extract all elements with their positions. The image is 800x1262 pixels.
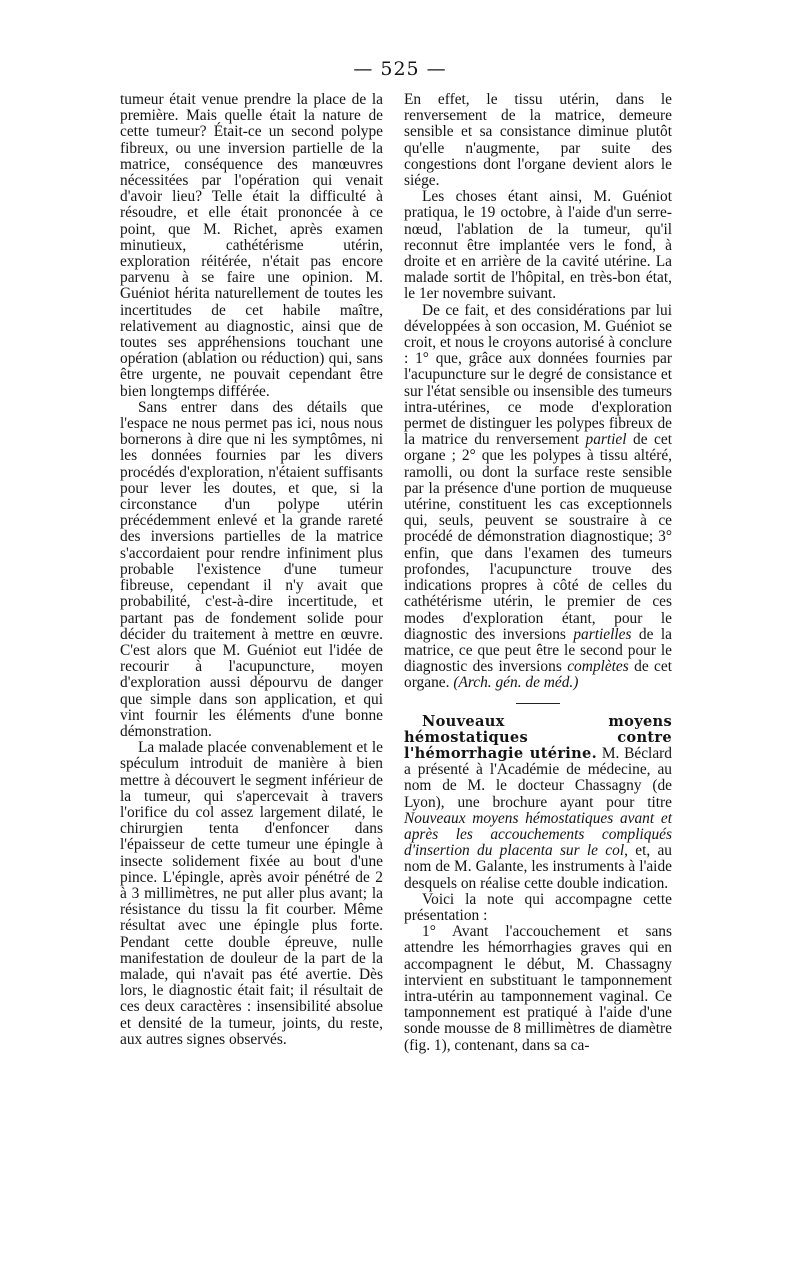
section-divider <box>516 703 560 704</box>
right-column <box>404 92 672 1054</box>
presentation-text: M. Béclard a présenté à l'Académie de médecine, au nom de M. le docteur Chassagny (de Lyon), une brochure ayant pour titre <box>404 744 672 811</box>
left-paragraph-3: La malade placée convenablement et le spéculum introduit de manière à bien mettre à découvert le segment inférieur de la tumeur, qui s'apercevait à travers l'orifice du col assez largement dilaté, le chirurgien tenta d'enfoncer dans l'épaisseur de cette tumeur une épingle à insecte solidement fixée au bout d'une pince. L'épingle, après avoir pénétré de 2 à 3 millimètres, ne put aller plus avant; la résistance du tissu la fit courber. Même résultat avec une épingle plus forte. Pendant cette double épreuve, nulle manifestation de douleur de la part de la malade, qui n'avait pas été avertie. Dès lors, le diagnostic était fait; il résultait de ces deux caractères : insensibilité absolue et densité de la tumeur, joints, du reste, aux autres signes observés. <box>120 739 383 1048</box>
conclusion-text-2: de cet organe ; 2° que les polypes à tissu altéré, ramolli, ou dont la surface reste sensible par la présence d'une portion de muqueuse utérine, constituent les cas exceptionnels qui, seuls, peuvent se soustraire à ce procédé de démonstration diagnostique; 3° enfin, que dans l'examen des tumeurs profondes, l'acupuncture trouve des indications propres à côté de celles du cathétérisme utérin, le premier de ces modes d'exploration étant, pour le diagnostic des inversions <box>404 431 672 643</box>
presentation-text-2: , et, au nom de M. Galante, les instruments à l'aide desquels on réalise cette double indication. <box>404 842 673 892</box>
right-paragraph-4 <box>404 714 672 892</box>
conclusion-text: De ce fait, et des considérations par lui développées à son occasion, M. Guéniot se croit, et nous le croyons autorisé à conclure : 1° que, grâce aux données fournies par l'acupuncture sur le degré de consistance et sur l'état sensible ou insensible des tumeurs intra-utérines, ce mode d'exploration permet de distinguer les polypes fibreux de la matrice du renversement <box>404 301 672 449</box>
italic-completes: complètes <box>567 658 629 676</box>
right-paragraph-2: Les choses étant ainsi, M. Guéniot pratiqua, le 19 octobre, à l'aide d'un serre-nœud, l'ablation de la tumeur, qu'il reconnut être implantée vers le fond, à droite et en arrière de la cavité utérine. La malade sortit de l'hôpital, en très-bon état, le 1er novembre suivant. <box>404 188 672 303</box>
left-column <box>120 92 383 1048</box>
left-paragraph-1: tumeur était venue prendre la place de la première. Mais quelle était la nature de cette tumeur? Était-ce un second polype fibreux, ou une inversion partielle de la matrice, conséquence des manœuvres nécessitées par l'opération qui venait d'avoir lieu? Telle était la difficulté à résoudre, et elle était prononcée à ce point, que M. Richet, après examen minutieux, cathétérisme utérin, exploration réitérée, n'était pas encore parvenu à se faire une opinion. M. Guéniot hérita naturellement de toutes les incertitudes de cet habile maître, relativement au diagnostic, ainsi que de toutes ses appréhensions touchant une opération (ablation ou réduction) qui, sans être urgente, ne pouvait cependant être bien longtemps différée. <box>120 91 383 400</box>
italic-partiel: partiel <box>585 431 627 449</box>
right-paragraph-6: 1° Avant l'accouchement et sans attendre les hémorrhagies graves qui en accompagnent le début, M. Chassagny intervient en substituant le tamponnement intra-utérin au tamponnement vaginal. Ce tamponnement est pratiqué à l'aide d'une sonde mousse de 8 millimètres de diamètre (fig. 1), contenant, dans sa ca- <box>404 923 672 1054</box>
section-heading: Nouveaux moyens hémostatiques contre l'hémorrhagie utérine. <box>404 712 672 762</box>
conclusion-text-3: de la matrice, ce que peut être le second pour le diagnostic des inversions <box>404 625 672 676</box>
italic-partielles: partielles <box>573 625 632 643</box>
conclusion-text-4: de cet organe. <box>404 658 672 692</box>
left-paragraph-2: Sans entrer dans des détails que l'espace ne nous permet pas ici, nous nous bornerons à dire que ni les symptômes, ni les données fournies par les divers procédés d'exploration, n'étaient suffisants pour lever les doutes, et que, si la circonstance d'un polype utérin précédemment enlevé et la grande rareté des inversions partielles de la matrice s'accordaient pour rendre infiniment plus probable l'existence d'une tumeur fibreuse, cependant il n'y avait que probabilité, c'est-à-dire incertitude, et partant pas de fondement solide pour décider du traitement à mettre en œuvre. C'est alors que M. Guéniot eut l'idée de recourir à l'acupuncture, moyen d'exploration aussi dépourvu de danger que simple dans son application, et qui vint fournir les éléments d'une bonne démonstration. <box>120 398 383 740</box>
right-paragraph-1: En effet, le tissu utérin, dans le renversement de la matrice, demeure sensible et sa consistance diminue plutôt qu'elle n'augmente, par suite des congestions dont l'organe devient alors le siége. <box>404 91 672 190</box>
right-paragraph-5: Voici la note qui accompagne cette présentation : <box>404 890 672 924</box>
brochure-title: Nouveaux moyens hémostatiques avant et après les accouchements compliqués d'insertion du placenta sur le col <box>404 809 672 860</box>
page-number: — 525 — <box>353 58 447 80</box>
source-citation: (Arch. gén. de méd.) <box>453 674 579 692</box>
right-paragraph-3 <box>404 303 672 692</box>
